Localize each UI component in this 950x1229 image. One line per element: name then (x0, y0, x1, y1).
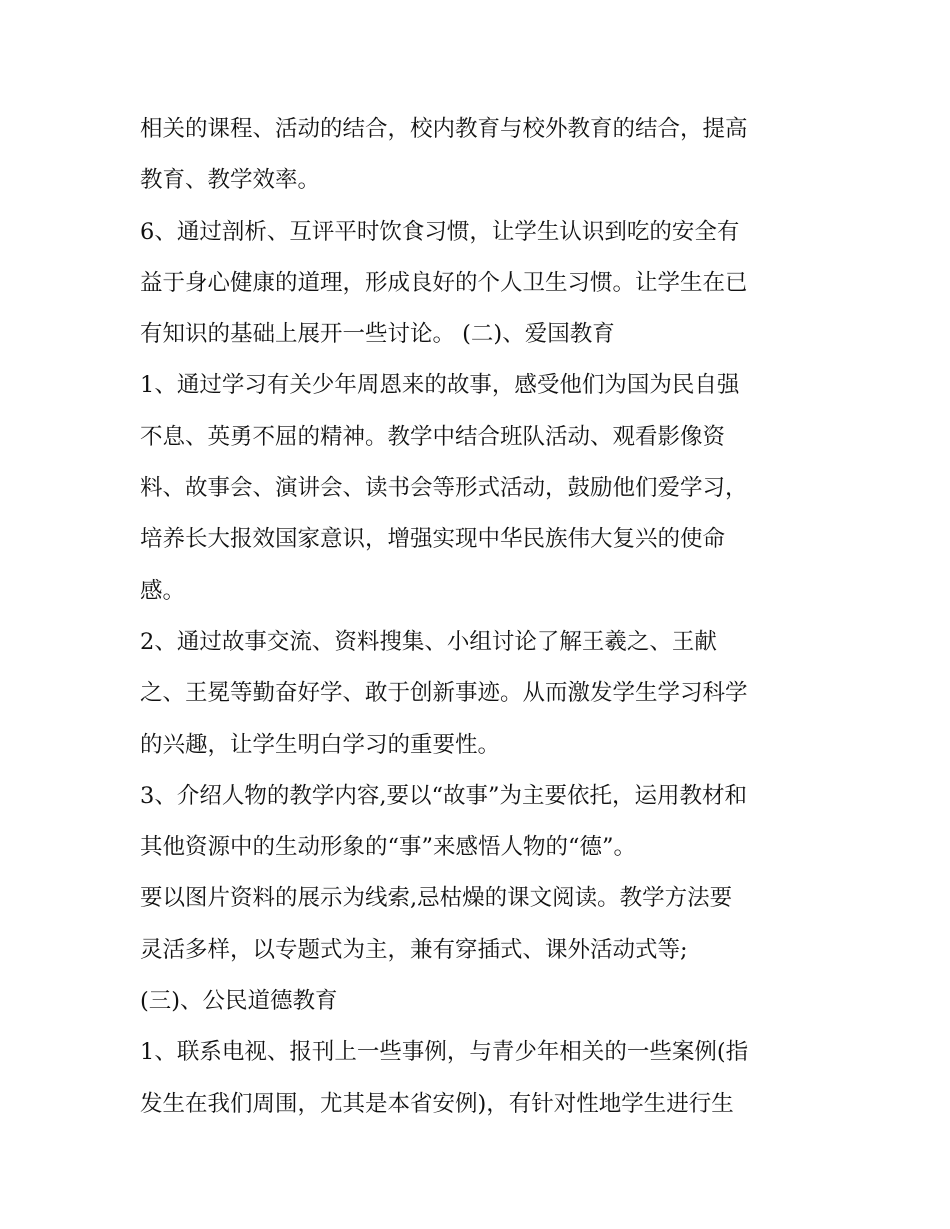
text-line: 2、通过故事交流、资料搜集、小组讨论了解王羲之、王献 (140, 628, 717, 655)
text-line: 其他资源中的生动形象的“事”来感悟人物的“德”。 (140, 834, 637, 861)
text-line: 1、联系电视、报刊上一些事例，与青少年相关的一些案例(指 (140, 1039, 749, 1066)
text-line: 有知识的基础上展开一些讨论。 (二)、爱国教育 (140, 321, 615, 348)
text-line: 3、介绍人物的教学内容,要以“故事”为主要依托，运用教材和 (140, 782, 747, 809)
text-line: 相关的课程、活动的结合，校内教育与校外教育的结合，提高 (140, 116, 748, 142)
text-line: 益于身心健康的道理，形成良好的个人卫生习惯。让学生在已 (140, 269, 748, 296)
text-line: 的兴趣，让学生明白学习的重要性。 (140, 731, 501, 758)
section-heading: (三)、公民道德教育 (140, 988, 338, 1015)
text-line: 感。 (140, 577, 186, 604)
text-line: 6、通过剖析、互评平时饮食习惯，让学生认识到吃的安全有 (140, 218, 740, 245)
text-line: 发生在我们周围，尤其是本省安例)，有针对性地学生进行生 (140, 1090, 734, 1117)
text-line: 料、故事会、演讲会、读书会等形式活动，鼓励他们爱学习， (140, 475, 748, 502)
body-text (140, 109, 820, 1135)
text-line: 1、通过学习有关少年周恩来的故事，感受他们为国为民自强 (140, 372, 740, 399)
text-line: 之、王冕等勤奋好学、敢于创新事迹。从而激发学生学习科学 (140, 680, 748, 707)
text-line: 教育、教学效率。 (140, 167, 321, 194)
text-line: 培养长大报效国家意识，增强实现中华民族伟大复兴的使命 (140, 526, 726, 553)
text-line: 要以图片资料的展示为线索,忌枯燥的课文阅读。教学方法要 (140, 885, 733, 912)
text-line: 不息、英勇不屈的精神。教学中结合班队活动、观看影像资 (140, 423, 726, 450)
text-line: 灵活多样，以专题式为主，兼有穿插式、课外活动式等; (140, 936, 688, 963)
